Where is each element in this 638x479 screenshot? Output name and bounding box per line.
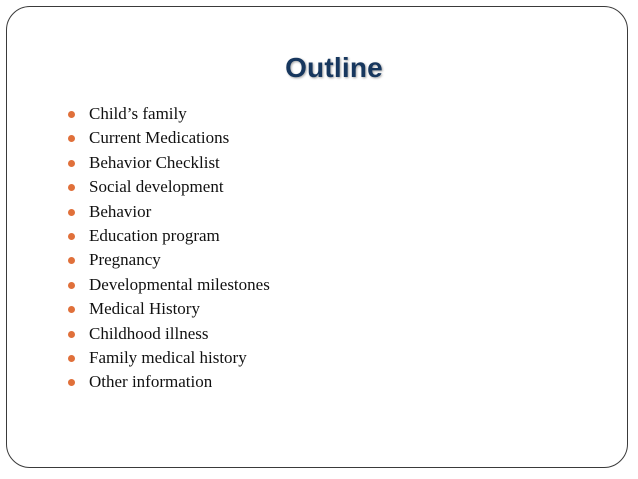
list-item xyxy=(68,297,270,321)
bullet-dot-icon xyxy=(68,233,75,240)
bullet-dot-icon xyxy=(68,331,75,338)
list-item-text: Family medical history xyxy=(89,348,247,368)
list-item-text: Current Medications xyxy=(89,128,230,148)
slide-title: Outline xyxy=(285,52,383,83)
bullet-dot-icon xyxy=(68,355,75,362)
list-item-text: Education program xyxy=(89,226,220,246)
bullet-dot-icon xyxy=(68,209,75,216)
list-item xyxy=(68,102,270,126)
list-item-text: Medical History xyxy=(89,299,200,319)
list-item xyxy=(68,175,270,199)
bullet-list xyxy=(68,102,270,395)
bullet-dot-icon xyxy=(68,160,75,167)
list-item xyxy=(68,322,270,346)
bullet-dot-icon xyxy=(68,184,75,191)
list-item xyxy=(68,224,270,248)
bullet-dot-icon xyxy=(68,306,75,313)
list-item xyxy=(68,200,270,224)
list-item-text: Pregnancy xyxy=(89,250,161,270)
bullet-dot-icon xyxy=(68,135,75,142)
list-item-text: Developmental milestones xyxy=(89,274,270,294)
list-item-text: Behavior Checklist xyxy=(89,152,220,172)
list-item xyxy=(68,273,270,297)
list-item-text: Behavior xyxy=(89,201,152,221)
list-item-text: Child’s family xyxy=(89,104,187,123)
list-item-text: Social development xyxy=(89,177,224,197)
bullet-dot-icon xyxy=(68,257,75,264)
bullet-dot-icon xyxy=(68,379,75,386)
bullet-dot-icon xyxy=(68,282,75,289)
list-item xyxy=(68,346,270,370)
list-item xyxy=(68,151,270,175)
list-item xyxy=(68,248,270,272)
list-item-text: Childhood illness xyxy=(89,323,209,343)
list-item xyxy=(68,126,270,150)
list-item-text: Other information xyxy=(89,372,213,392)
bullet-dot-icon xyxy=(68,111,75,118)
list-item xyxy=(68,370,270,394)
